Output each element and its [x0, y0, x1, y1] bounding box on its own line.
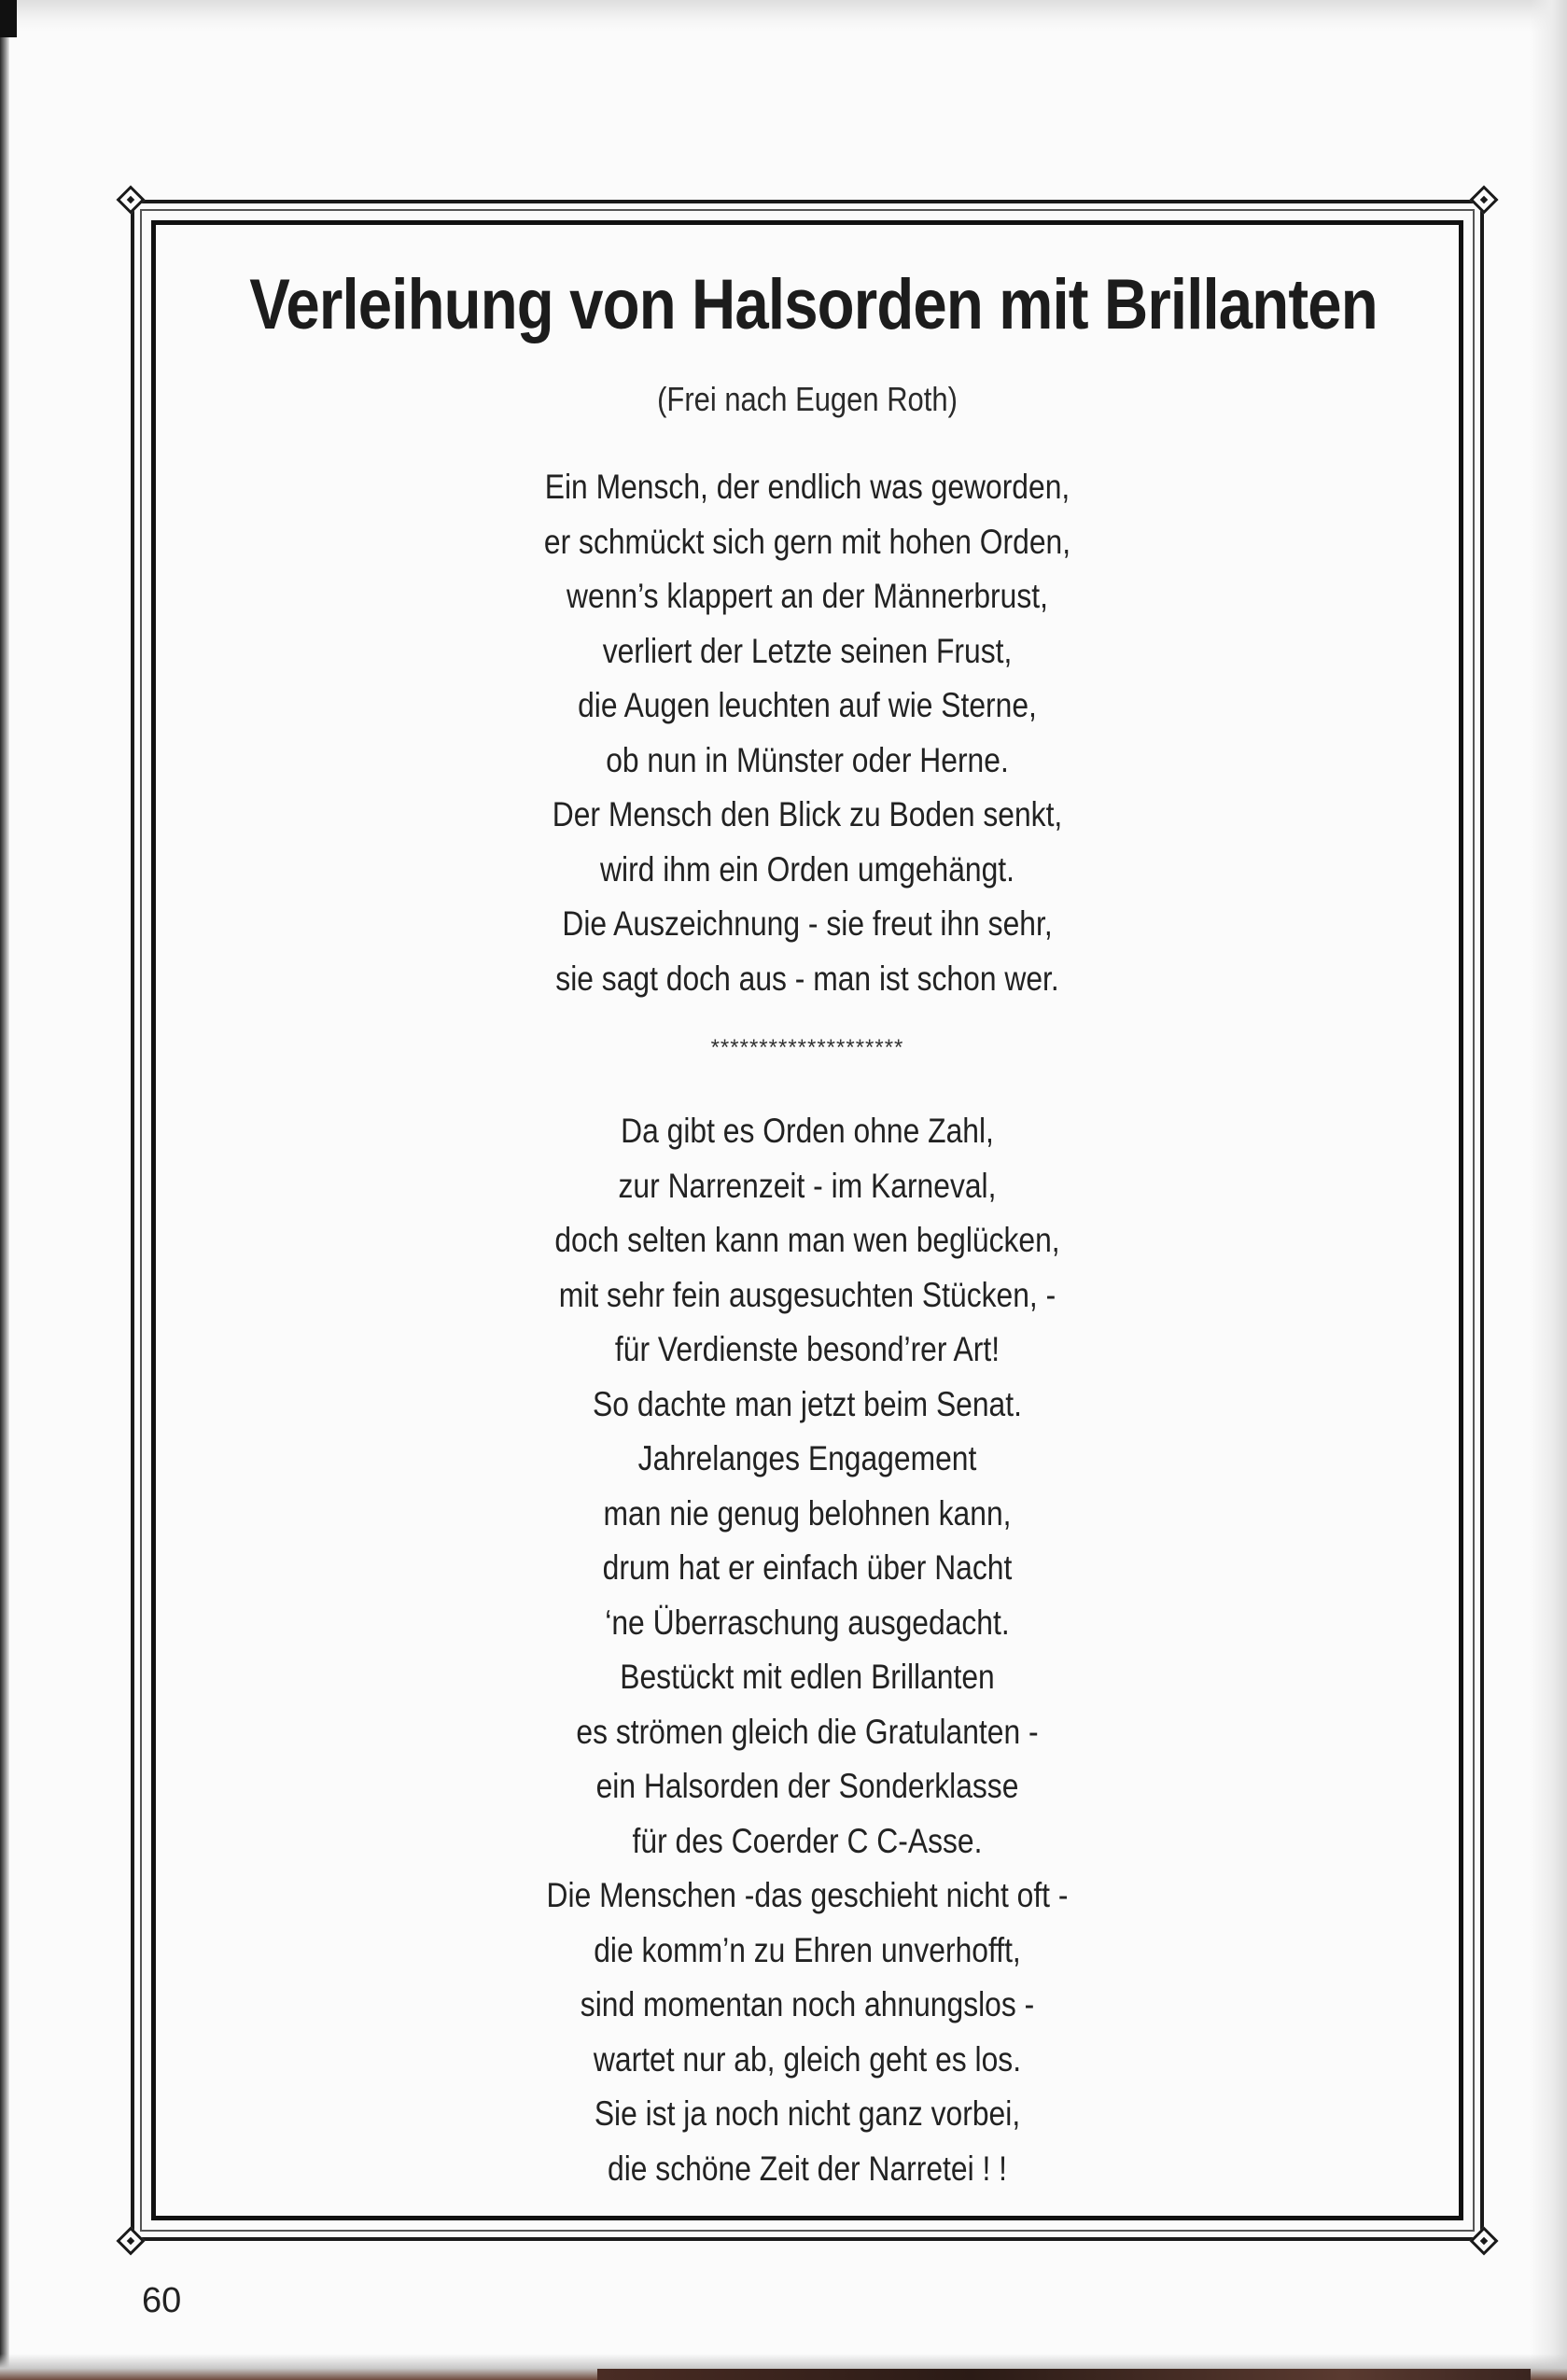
poem-stanza-2	[159, 1104, 1456, 2196]
poem-line: mit sehr fein ausgesuchten Stücken, -	[558, 1275, 1056, 1314]
poem-line: ‘ne Überraschung ausgedacht.	[605, 1603, 1010, 1642]
poem-line: ein Halsorden der Sonderklasse	[595, 1767, 1019, 1805]
page-spine-shadow	[0, 0, 9, 2380]
poem-line: für des Coerder C C-Asse.	[632, 1821, 983, 1860]
poem-subtitle: (Frei nach Eugen Roth)	[657, 380, 958, 418]
poem-line: Der Mensch den Blick zu Boden senkt,	[552, 795, 1063, 833]
poem-line: die komm’n zu Ehren unverhofft,	[594, 1930, 1021, 1969]
poem-line: sind momentan noch ahnungslos -	[580, 1985, 1035, 2023]
poem-line: Jahrelanges Engagement	[637, 1439, 977, 1477]
poem-line: man nie genug belohnen kann,	[603, 1493, 1012, 1533]
stanza-separator: ********************	[710, 1035, 904, 1060]
poem-line: ob nun in Münster oder Herne.	[606, 740, 1009, 779]
poem-line: So dachte man jetzt beim Senat.	[593, 1384, 1022, 1423]
poem-line: zur Narrenzeit - im Karneval,	[618, 1166, 997, 1205]
poem-line: Sie ist ja noch nicht ganz vorbei,	[594, 2094, 1021, 2133]
poem-line: für Verdienste besond’rer Art!	[614, 1330, 1000, 1368]
poem-stanza-1	[159, 460, 1456, 1006]
page-corner-shadow	[0, 0, 17, 37]
poem-line: Ein Mensch, der endlich was geworden,	[544, 468, 1070, 506]
poem-line: Die Menschen -das geschieht nicht oft -	[546, 1876, 1069, 1914]
page-top-edge	[0, 0, 1567, 32]
poem-line: die Augen leuchten auf wie Sterne,	[578, 686, 1037, 724]
poem-line: wartet nur ab, gleich geht es los.	[593, 2039, 1022, 2079]
poem-line: verliert der Letzte seinen Frust,	[602, 631, 1013, 670]
poem-title: Verleihung von Halsorden mit Brillanten	[249, 265, 1378, 344]
poem-line: Bestückt mit edlen Brillanten	[620, 1658, 995, 1696]
book-cover-edge	[597, 2369, 1531, 2380]
page-number: 60	[142, 2281, 182, 2320]
poem-line: sie sagt doch aus - man ist schon wer.	[555, 959, 1059, 998]
poem-line: wird ihm ein Orden umgehängt.	[600, 849, 1014, 889]
poem-line: Die Auszeichnung - sie freut ihn sehr,	[562, 904, 1053, 943]
poem-line: Da gibt es Orden ohne Zahl,	[621, 1112, 994, 1150]
poem-line: wenn’s klappert an der Männerbrust,	[567, 577, 1048, 615]
poem-line: doch selten kann man wen beglücken,	[554, 1221, 1060, 1259]
poem-line: drum hat er einfach über Nacht	[602, 1548, 1013, 1587]
poem-line: die schöne Zeit der Narretei ! !	[607, 2149, 1008, 2188]
poem-line: es strömen gleich die Gratulanten -	[576, 1712, 1039, 1751]
page-right-edge	[1530, 0, 1567, 2380]
poem-line: er schmückt sich gern mit hohen Orden,	[543, 522, 1071, 561]
